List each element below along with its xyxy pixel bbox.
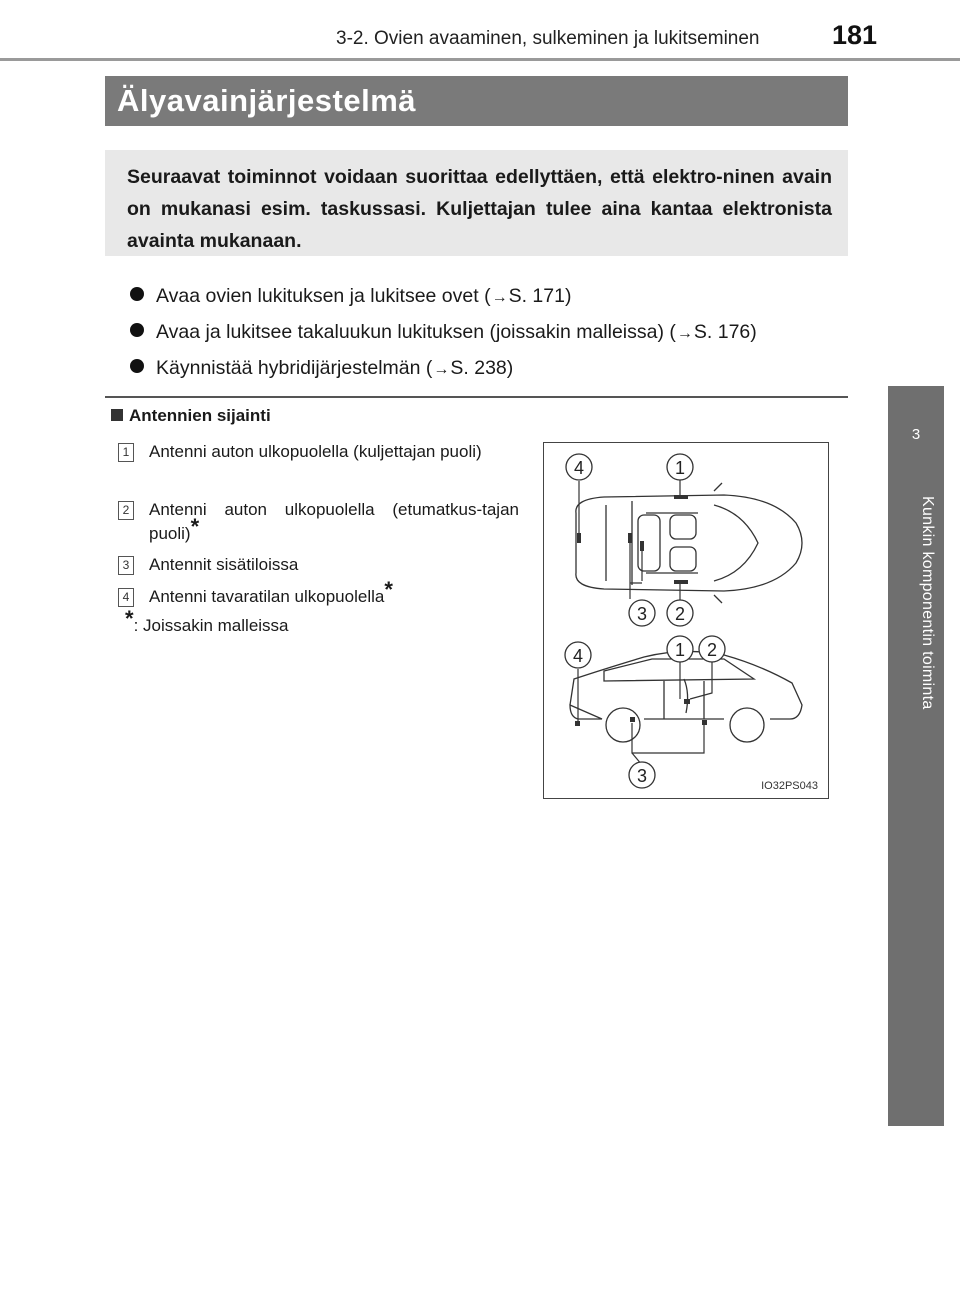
antenna-marker-2-top [674,580,688,584]
section-divider [105,396,848,398]
antenna-location-figure [543,442,829,799]
square-bullet-icon [111,409,123,421]
arrow-right-icon: → [491,289,508,306]
front-seat-left [670,515,696,539]
legend-text: Antenni auton ulkopuolella (kuljettajan puoli) [149,442,482,461]
legend-number: 3 [118,556,134,575]
callout-label-top-1: 1 [674,458,686,478]
antenna-marker-1-top [674,495,688,499]
header-divider [0,58,960,61]
car-side-view-seat [684,679,688,713]
subsection-title: Antennien sijainti [129,406,271,425]
antenna-marker-3a-side [630,717,635,722]
figure-code: IO32PS043 [761,780,818,792]
callout-label-side-3: 3 [636,766,648,786]
legend-number: 2 [118,501,134,520]
callout-label-side-4: 4 [572,646,584,666]
callout-label-side-2: 2 [706,640,718,660]
list-item [130,318,850,354]
bullet-icon [130,287,144,301]
legend-number: 1 [118,443,134,462]
bullet-text: Käynnistää hybridijärjestelmän ( [156,357,433,379]
car-top-view-mirrors [714,483,722,603]
footnote-marker: * [125,606,134,631]
antenna-marker-3b-top [640,541,644,551]
bullet-text: Avaa ja lukitsee takaluukun lukituksen (joissakin malleissa) ( [156,321,676,343]
chapter-side-tab [888,386,944,1126]
feature-list [130,282,850,390]
callout-label-top-4: 4 [573,458,585,478]
legend-number: 4 [118,588,134,607]
page-reference-link[interactable]: S. 171) [508,285,572,307]
section-title: Älyavainjärjestelmä [105,76,848,126]
list-item [130,354,850,390]
antenna-marker-3b-side [702,720,707,725]
intro-box: Seuraavat toiminnot voidaan suorittaa edellyttäen, että elektro-ninen avain on mukanasi esim. taskussasi. Kuljettajan tulee aina kantaa elektronista avainta mukanaan. [105,150,848,256]
callout-label-side-1: 1 [674,640,686,660]
car-front-wheel [730,708,764,742]
legend-text: Antenni tavaratilan ulkopuolella* [149,577,393,606]
chapter-header-title: 3-2. Ovien avaaminen, sulkeminen ja lukitseminen [336,28,760,49]
footnote [125,606,289,636]
page-number: 181 [832,20,878,50]
subsection-heading [111,406,271,426]
car-top-view-body [576,495,802,591]
arrow-right-icon: → [433,361,450,378]
car-rear-wheel [606,708,640,742]
antenna-marker-4-top [577,533,581,543]
car-top-view-doors [646,513,698,573]
bullet-icon [130,323,144,337]
side-tab-chapter-title: Kunkin komponentin toiminta [919,496,936,710]
antenna-marker-1-side [684,699,690,704]
side-tab-chapter-number: 3 [911,426,921,443]
antenna-marker-3a-top [628,533,632,543]
page-reference-link[interactable]: S. 238) [450,357,514,379]
callout-label-top-2: 2 [674,604,686,624]
car-antenna-diagram [544,443,830,800]
list-item [130,282,850,318]
front-seat-right [670,547,696,571]
footnote-text: : Joissakin malleissa [133,616,289,635]
bullet-text: Avaa ovien lukituksen ja lukitsee ovet ( [156,285,491,307]
callout-label-top-3: 3 [636,604,648,624]
bullet-icon [130,359,144,373]
arrow-right-icon: → [676,325,693,342]
antenna-marker-4-side [575,721,580,726]
legend-text: Antennit sisätiloissa [149,555,299,574]
legend-text: Antenni auton ulkopuolella (etumatkus-tajan puoli)* [149,500,519,543]
page-reference-link[interactable]: S. 176) [693,321,757,343]
car-top-view-windshield [714,505,758,581]
